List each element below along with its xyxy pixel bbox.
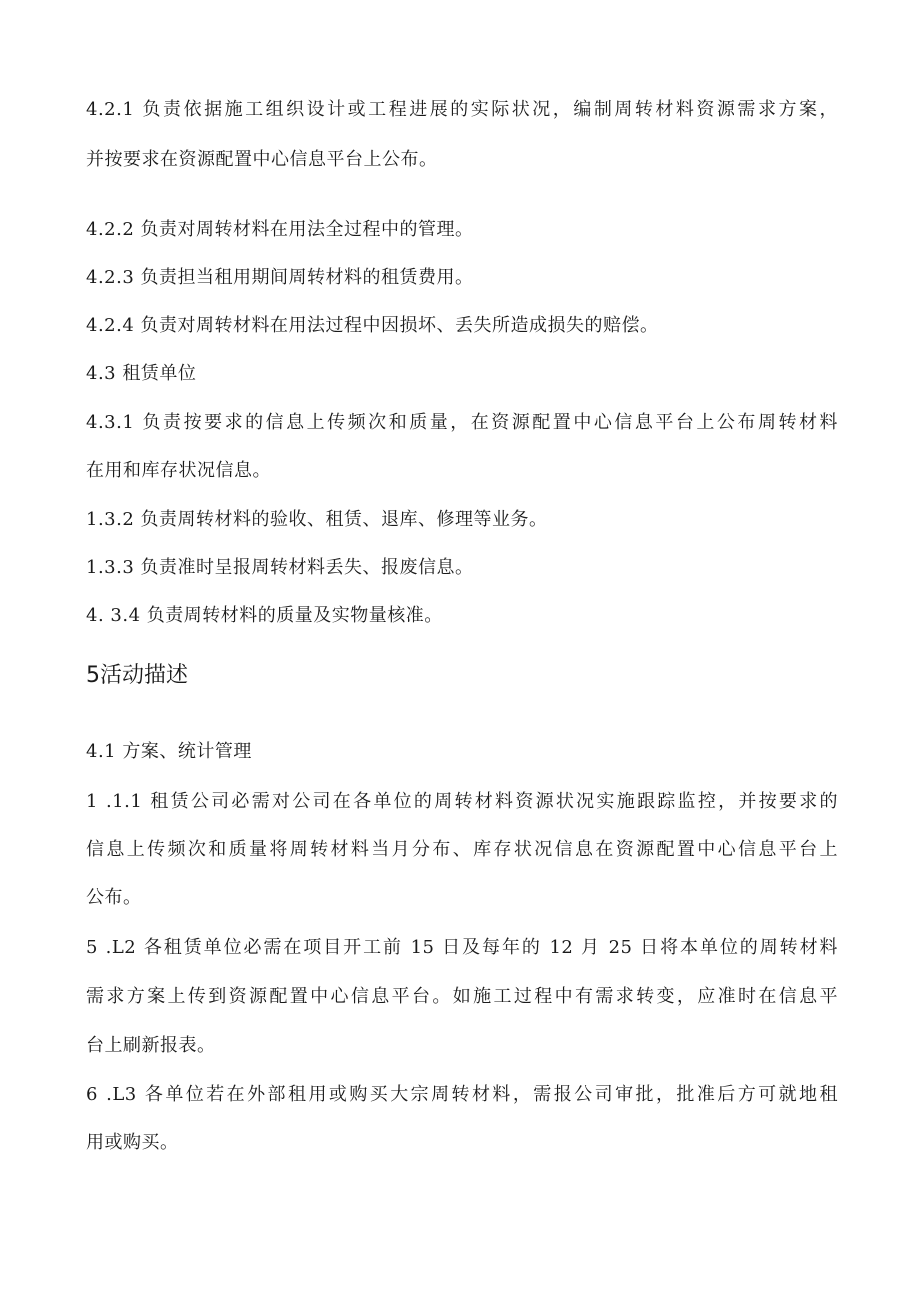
para-1-1-1-line-2: 信息上传频次和质量将周转材料当月分布、库存状况信息在资源配置中心信息平台上 xyxy=(86,839,838,860)
para-l2-line-2: 需求方案上传到资源配置中心信息平台。如施工过程中有需求转变，应准时在信息平 xyxy=(86,986,838,1007)
para-4-3-1-line-2: 在用和库存状况信息。 xyxy=(86,460,271,481)
para-4-3-1-line-1: 4.3.1 负责按要求的信息上传频次和质量，在资源配置中心信息平台上公布周转材料 xyxy=(86,412,838,433)
para-l2-line-1: 5 .L2 各租赁单位必需在项目开工前 15 日及每年的 12 月 25 日将本单位的周转材料 xyxy=(86,937,838,958)
para-4-2-1-line-2: 并按要求在资源配置中心信息平台上公布。 xyxy=(86,149,438,170)
subheading-4-3: 4.3 租赁单位 xyxy=(86,363,197,384)
para-4-2-3: 4.2.3 负责担当租用期间周转材料的租赁费用。 xyxy=(86,267,474,288)
para-4-3-4: 4. 3.4 负责周转材料的质量及实物量核准。 xyxy=(86,605,443,626)
para-4-2-2: 4.2.2 负责对周转材料在用法全过程中的管理。 xyxy=(86,219,474,240)
para-4-2-4: 4.2.4 负责对周转材料在用法过程中因损坏、丢失所造成损失的赔偿。 xyxy=(86,315,659,336)
para-l2-line-3: 台上刷新报表。 xyxy=(86,1035,216,1056)
para-1-3-2: 1.3.2 负责周转材料的验收、租赁、退库、修理等业务。 xyxy=(86,509,548,530)
section-heading-5: 5活动描述 xyxy=(86,663,188,688)
para-4-2-1-line-1: 4.2.1 负责依据施工组织设计或工程进展的实际状况，编制周转材料资源需求方案， xyxy=(86,99,838,120)
para-1-1-1-line-1: 1 .1.1 租赁公司必需对公司在各单位的周转材料资源状况实施跟踪监控，并按要求的 xyxy=(86,791,838,812)
para-1-1-1-line-3: 公布。 xyxy=(86,887,142,908)
para-l3-line-2: 用或购买。 xyxy=(86,1132,179,1153)
subheading-4-1: 4.1 方案、统计管理 xyxy=(86,741,252,762)
para-1-3-3: 1.3.3 负责准时呈报周转材料丢失、报废信息。 xyxy=(86,557,474,578)
para-l3-line-1: 6 .L3 各单位若在外部租用或购买大宗周转材料，需报公司审批，批准后方可就地租 xyxy=(86,1084,838,1105)
